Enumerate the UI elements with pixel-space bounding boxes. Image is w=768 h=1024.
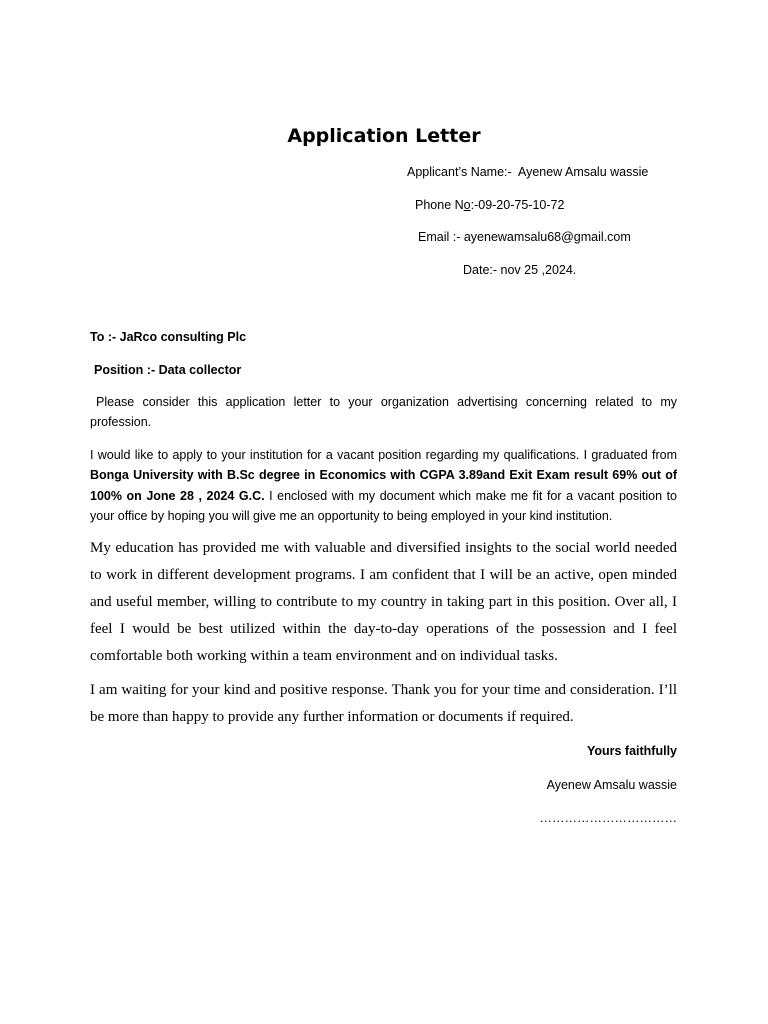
qualifications-bold: Bonga University with B.Sc degree in Economics with CGPA 3.89and Exit Exam result 69% out of 100% on Jone 28 , 2024 G.C. — [90, 468, 677, 503]
date: Date:- nov 25 ,2024. — [463, 263, 577, 277]
phone-label-underlined: o — [463, 198, 471, 212]
qualifications-text-2: I enclosed with my document which make me fit for a vacant position to your office by hoping you will give me an opportunity to being employed in your kind institution. — [90, 488, 678, 523]
signature-name: Ayenew Amsalu wassie — [546, 778, 677, 792]
applicant-name — [407, 164, 648, 180]
paragraph-education: My education has provided me with valuable and diversified insights to the social world needed to work in different development programs. I am confident that I will be an active, open minded and useful member, willing to contribute to my country in taking part in this position. Over all, I feel I would be best utilized within the day-to-day operations of the possession and I feel comfortable both working within a team environment and on individual tasks. — [90, 540, 677, 664]
email: Email :- ayenewamsalu68@gmail.com — [418, 230, 631, 244]
phone-label: Phone N — [415, 198, 464, 212]
qualifications-text-1: I would like to apply to your institution for a vacant position regarding my qualifications. I graduated from — [90, 448, 677, 462]
phone-value: :-09-20-75-10-72 — [470, 198, 565, 212]
paragraph-qualifications — [90, 445, 677, 526]
paragraph-intro: Please consider this application letter to your organization advertising concerning related to my profession. — [90, 395, 677, 430]
recipient: To :- JaRco consulting Plc — [90, 330, 247, 344]
position: Position :- Data collector — [94, 363, 242, 377]
signature-line: …………………………… — [539, 811, 677, 825]
phone-number — [415, 197, 564, 213]
closing: Yours faithfully — [586, 744, 677, 758]
applicant-name-value: Ayenew Amsalu wassie — [517, 165, 649, 179]
paragraph-response: I am waiting for your kind and positive response. Thank you for your time and consideration. I’ll be more than happy to provide any further information or documents if required. — [90, 682, 677, 725]
page-title: Application Letter — [287, 125, 481, 147]
applicant-name-label: Applicant’s Name:- — [407, 165, 512, 179]
